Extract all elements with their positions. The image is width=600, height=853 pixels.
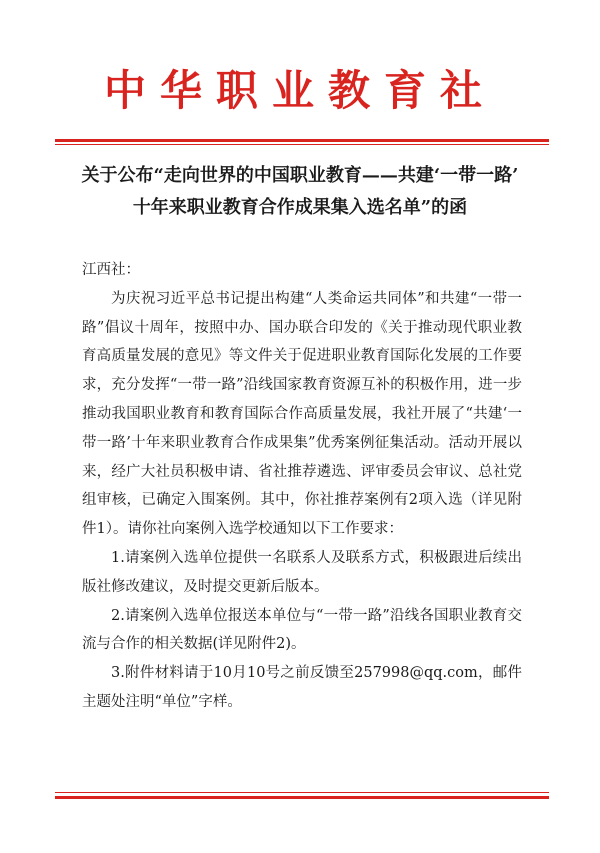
footer-rule-thick bbox=[55, 796, 549, 799]
requirement-item-1: 1.请案例入选单位提供一名联系人及联系方式，积极跟进后续出版社修改建议，及时提交更新后版本。 bbox=[82, 549, 522, 595]
footer-rule-thin bbox=[55, 792, 549, 793]
body-paragraph-intro: 为庆祝习近平总书记提出构建“人类命运共同体”和共建“一带一路”倡议十周年，按照中办、国办联合印发的《关于推动现代职业教育高质量发展的意见》等文件关于促进职业教育国际化发展的工作要求，充分发挥“一带一路”沿线国家教育资源互补的积极作用，进一步推动我国职业教育和教育国际合作高质量发展，我社开展了“共建‘一带一路’十年来职业教育合作成果集”优秀案例征集活动。活动开展以来，经广大社员积极申请、省社推荐遴选、评审委员会审议、总社党组审核，已确定入围案例。其中，你社推荐案例有2项入选（详见附件1）。请你社向案例入选学校通知以下工作要求： bbox=[82, 290, 522, 538]
title-line-1: 关于公布“走向世界的中国职业教育——共建‘一带一路’ bbox=[81, 165, 519, 186]
letterhead-rule-thick bbox=[55, 139, 549, 142]
requirement-item-2: 2.请案例入选单位报送本单位与“一带一路”沿线各国职业教育交流与合作的相关数据(详见附件2)。 bbox=[82, 607, 522, 653]
document-title bbox=[40, 160, 560, 224]
requirement-item-3: 3.附件材料请于10月10号之前反馈至257998@qq.com，邮件主题处注明“单位”字样。 bbox=[82, 665, 522, 710]
letterhead-rule-thin bbox=[55, 144, 549, 145]
salutation: 江西社： bbox=[82, 262, 140, 278]
title-line-2: 十年来职业教育合作成果集入选名单”的函 bbox=[132, 197, 468, 218]
letterhead-org-name: 中华职业教育社 bbox=[103, 66, 496, 115]
letter-body bbox=[82, 256, 522, 717]
